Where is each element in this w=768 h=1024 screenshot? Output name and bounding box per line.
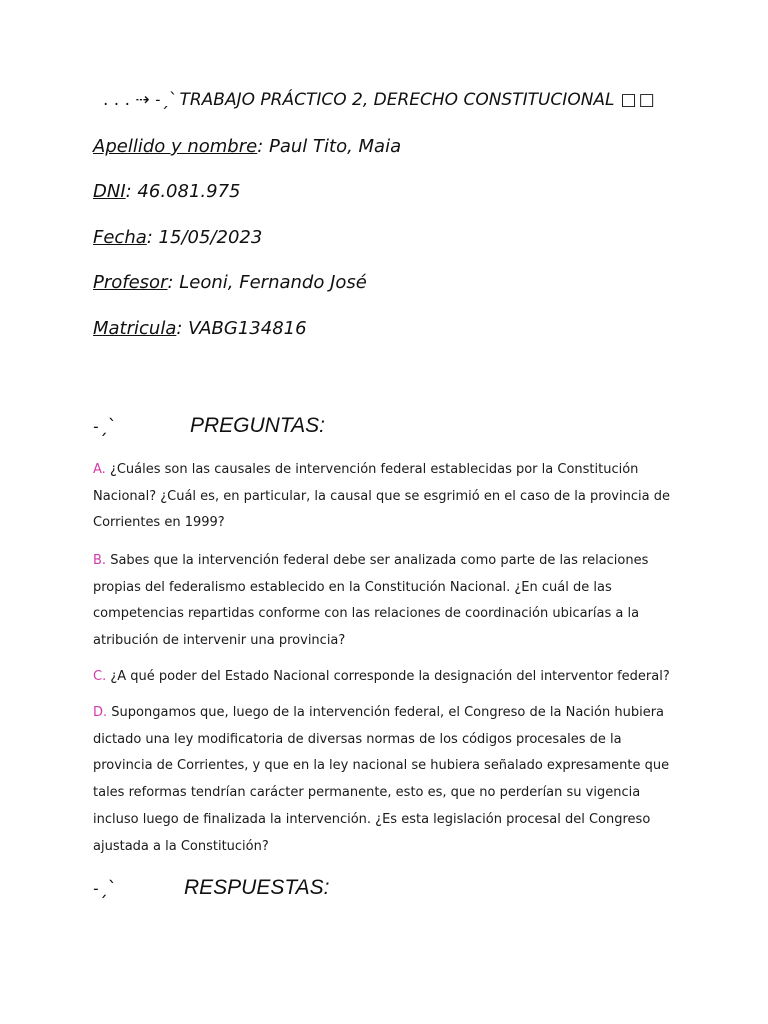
field-label: Matricula [93,318,177,339]
field-label: Apellido y nombre [93,136,258,157]
question-a [93,457,678,537]
title-decoration: . . . ⇢ ˗ˏˋ [103,90,178,110]
field-dni [93,181,241,202]
title-suffix-glyphs: □□ [620,90,657,110]
section-heading-preguntas [93,414,325,437]
question-text: ¿Cuáles son las causales de intervención federal establecidas por la Constitución Nacional? ¿Cuál es, en particular, la causal que se esgrimió en el caso de la provincia de Corrientes en 1999? [93,462,670,531]
question-text: Sabes que la intervención federal debe ser analizada como parte de las relaciones propias del federalismo establecido en la Constitución Nacional. ¿En cuál de las competencias repartidas conforme con las relaciones de coordinación ubicarías a la atribución de intervenir una provincia? [93,553,649,649]
heading-text: PREGUNTAS: [190,414,325,437]
document-title [103,90,657,110]
field-apellido-nombre [93,136,401,157]
field-label: Profesor [93,272,168,293]
field-value: : 15/05/2023 [146,227,263,248]
field-value: : Leoni, Fernando José [167,272,367,293]
heading-text: RESPUESTAS: [184,876,330,899]
heading-decoration: ˗ˏˋ [93,878,117,899]
title-text: TRABAJO PRÁCTICO 2, DERECHO CONSTITUCIONAL [179,90,615,110]
question-c [93,664,678,691]
question-letter: D. [93,705,108,720]
field-matricula [93,318,307,339]
question-letter: B. [93,553,107,568]
question-text: ¿A qué poder del Estado Nacional corresponde la designación del interventor federal? [110,669,670,684]
question-letter: C. [93,669,107,684]
field-value: : 46.081.975 [125,181,241,202]
question-d [93,700,678,860]
question-letter: A. [93,462,106,477]
question-b [93,548,678,655]
field-fecha [93,227,262,248]
heading-decoration: ˗ˏˋ [93,416,117,437]
field-label: Fecha [93,227,147,248]
field-value: : VABG134816 [176,318,307,339]
field-profesor [93,272,367,293]
field-value: : Paul Tito, Maia [257,136,402,157]
field-label: DNI [93,181,126,202]
question-text: Supongamos que, luego de la intervención federal, el Congreso de la Nación hubiera dictado una ley modificatoria de diversas normas de los códigos procesales de la provincia de Corrientes, y que en la ley nacional se hubiera señalado expresamente que tales reformas tendrían carácter permanente, esto es, que no perderían su vigencia incluso luego de finalizada la intervención. ¿Es esta legislación procesal del Congreso ajustada a la Constitución? [93,705,670,854]
section-heading-respuestas [93,876,330,899]
